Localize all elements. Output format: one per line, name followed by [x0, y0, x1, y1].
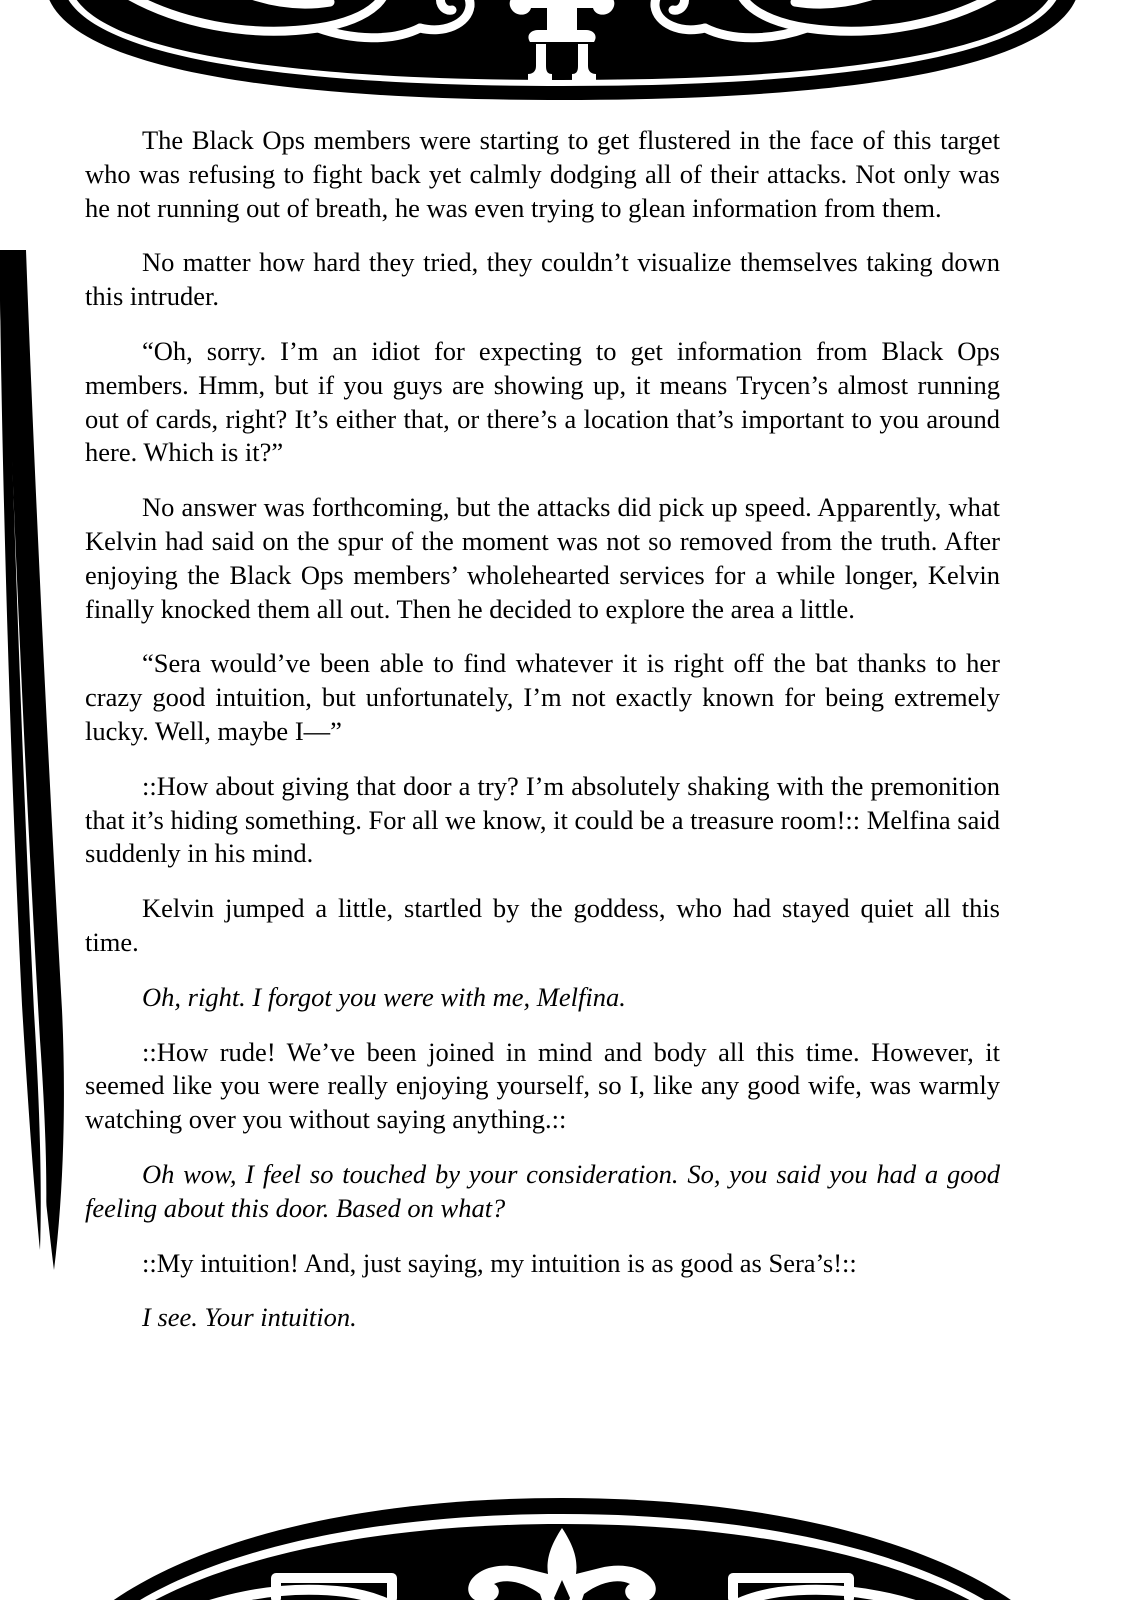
paragraph: Oh, right. I forgot you were with me, Melfina. [142, 981, 626, 1012]
paragraph: ::How about giving that door a try? I’m absolutely shaking with the premonition that it’s hiding something. For all we know, it could be a treasure room!:: Melfina said suddenly in his mind. [85, 770, 1000, 869]
paragraph: Kelvin jumped a little, startled by the goddess, who had stayed quiet all this time. [85, 893, 1000, 957]
paragraph: ::How rude! We’ve been joined in mind and body all this time. However, it seemed like you were really enjoying yourself, so I, like any good wife, was warmly watching over you without saying anything.:: [85, 1036, 1000, 1135]
paragraph: Oh wow, I feel so touched by your consideration. So, you said you had a good feeling about this door. Based on what? [85, 1158, 1000, 1223]
paragraph: “Oh, sorry. I’m an idiot for expecting to get information from Black Ops members. Hmm, but if you guys are showing up, it means Trycen’s almost running out of cards, right? It’s either that, or there’s a location that’s important to you around here. Which is it?” [85, 335, 1000, 468]
paragraph: No answer was forthcoming, but the attacks did pick up speed. Apparently, what Kelvin had said on the spur of the moment was not so removed from the truth. After enjoying the Black Ops members’ wholehearted services for a while longer, Kelvin finally knocked them all out. Then he decided to explore the area a little. [85, 492, 1000, 624]
body-text-column [85, 124, 1000, 1335]
paragraph: No matter how hard they tried, they couldn’t visualize themselves taking down this intruder. [85, 247, 1000, 312]
top-ornamental-border [0, 0, 1125, 112]
paragraph: I see. Your intuition. [142, 1302, 357, 1333]
paragraph: “Sera would’ve been able to find whatever it is right off the bat thanks to her crazy good intuition, but unfortunately, I’m not exactly known for being extremely lucky. Well, maybe I—” [85, 648, 1000, 746]
left-edge-ornamental-band [0, 0, 90, 1600]
bottom-ornamental-border [0, 1480, 1125, 1600]
paragraph: The Black Ops members were starting to get flustered in the face of this target who was refusing to fight back yet calmly dodging all of their attacks. Not only was he not running out of breath, he was even trying to glean information from them. [85, 125, 1000, 223]
paragraph: ::My intuition! And, just saying, my intuition is as good as Sera’s!:: [142, 1247, 857, 1278]
